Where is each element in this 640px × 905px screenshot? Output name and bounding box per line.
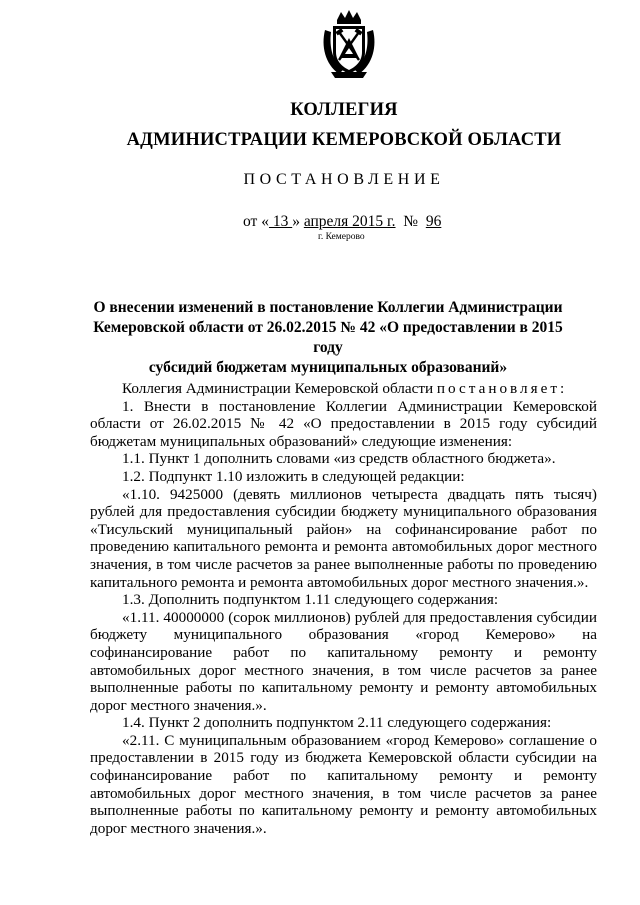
city-name: г. Кемерово	[318, 232, 365, 242]
paragraph-1-3: 1.3. Дополнить подпунктом 1.11 следующего содержания:	[122, 591, 499, 609]
title-line: Кемеровской области от 26.02.2015 № 42 «О предоставлении в 2015 году	[93, 319, 563, 356]
paragraph-1-2: 1.2. Подпункт 1.10 изложить в следующей редакции:	[122, 467, 465, 485]
date-prefix: от «	[243, 213, 269, 230]
document-number: 96	[425, 213, 442, 230]
organization-name-line2: АДМИНИСТРАЦИИ КЕМЕРОВСКОЙ ОБЛАСТИ	[126, 130, 562, 150]
date-mid: »	[292, 213, 304, 230]
paragraph-1-11-quote: «1.11. 40000000 (сорок миллионов) рублей для предоставления субсидии бюджету муниципального образования «город Кемерово» на софинансирование работ по капитальному ремонту и ремонту автомобильных дорог местного значения, в том числе расчетов за ранее выполненные работы по капитальному ремонту и ремонту автомобильных дорог местного значения.».	[90, 608, 597, 714]
title-line: О внесении изменений в постановление Коллегии Администрации	[93, 299, 563, 316]
organization-name-line1: КОЛЛЕГИЯ	[290, 100, 398, 120]
coat-of-arms-emblem	[321, 10, 377, 80]
date-month-year: апреля 2015 г.	[303, 213, 396, 230]
paragraph-1-4: 1.4. Пункт 2 дополнить подпунктом 2.11 следующего содержания:	[122, 714, 552, 732]
title-line: субсидий бюджетам муниципальных образований»	[148, 359, 508, 376]
document-body	[90, 380, 597, 837]
date-day: 13	[268, 213, 293, 230]
paragraph-2-11-quote: «2.11. С муниципальным образованием «город Кемерово» соглашение о предоставлении в 2015 году из бюджета Кемеровской области субсидии на софинансирование работ по капитальному ремонту и ремонту автомобильных дорог местного значения, в том числе расчетов за ранее выполненные работы по капитальному ремонту и ремонту автомобильных дорог местного значения.».	[90, 731, 597, 837]
intro-paragraph	[90, 380, 597, 398]
paragraph-1-10-quote: «1.10. 9425000 (девять миллионов четыреста двадцать пять тысяч) рублей для предоставления субсидии бюджету муниципального образования «Тисульский муниципальный район» на софинансирование работ по проведению капитального ремонта и ремонта автомобильных дорог местного значения, в том числе расчетов за ранее выполненные работы по проведению капитального ремонта и ремонта автомобильных дорог местного значения.».	[90, 485, 597, 591]
document-type: ПОСТАНОВЛЕНИЕ	[243, 171, 445, 188]
resolves-word: постановляет:	[436, 380, 568, 397]
paragraph-1-1: 1.1. Пункт 1 дополнить словами «из средств областного бюджета».	[122, 450, 556, 468]
number-label: №	[403, 213, 419, 230]
date-number-line	[243, 213, 441, 231]
document-title	[78, 298, 578, 378]
paragraph-1: 1. Внести в постановление Коллегии Администрации Кемеровской области от 26.02.2015 № 42 «О предоставлении в 2015 году субсидий бюджетам муниципальных образований» следующие изменения:	[90, 397, 597, 450]
intro-text: Коллегия Администрации Кемеровской области	[122, 380, 437, 397]
